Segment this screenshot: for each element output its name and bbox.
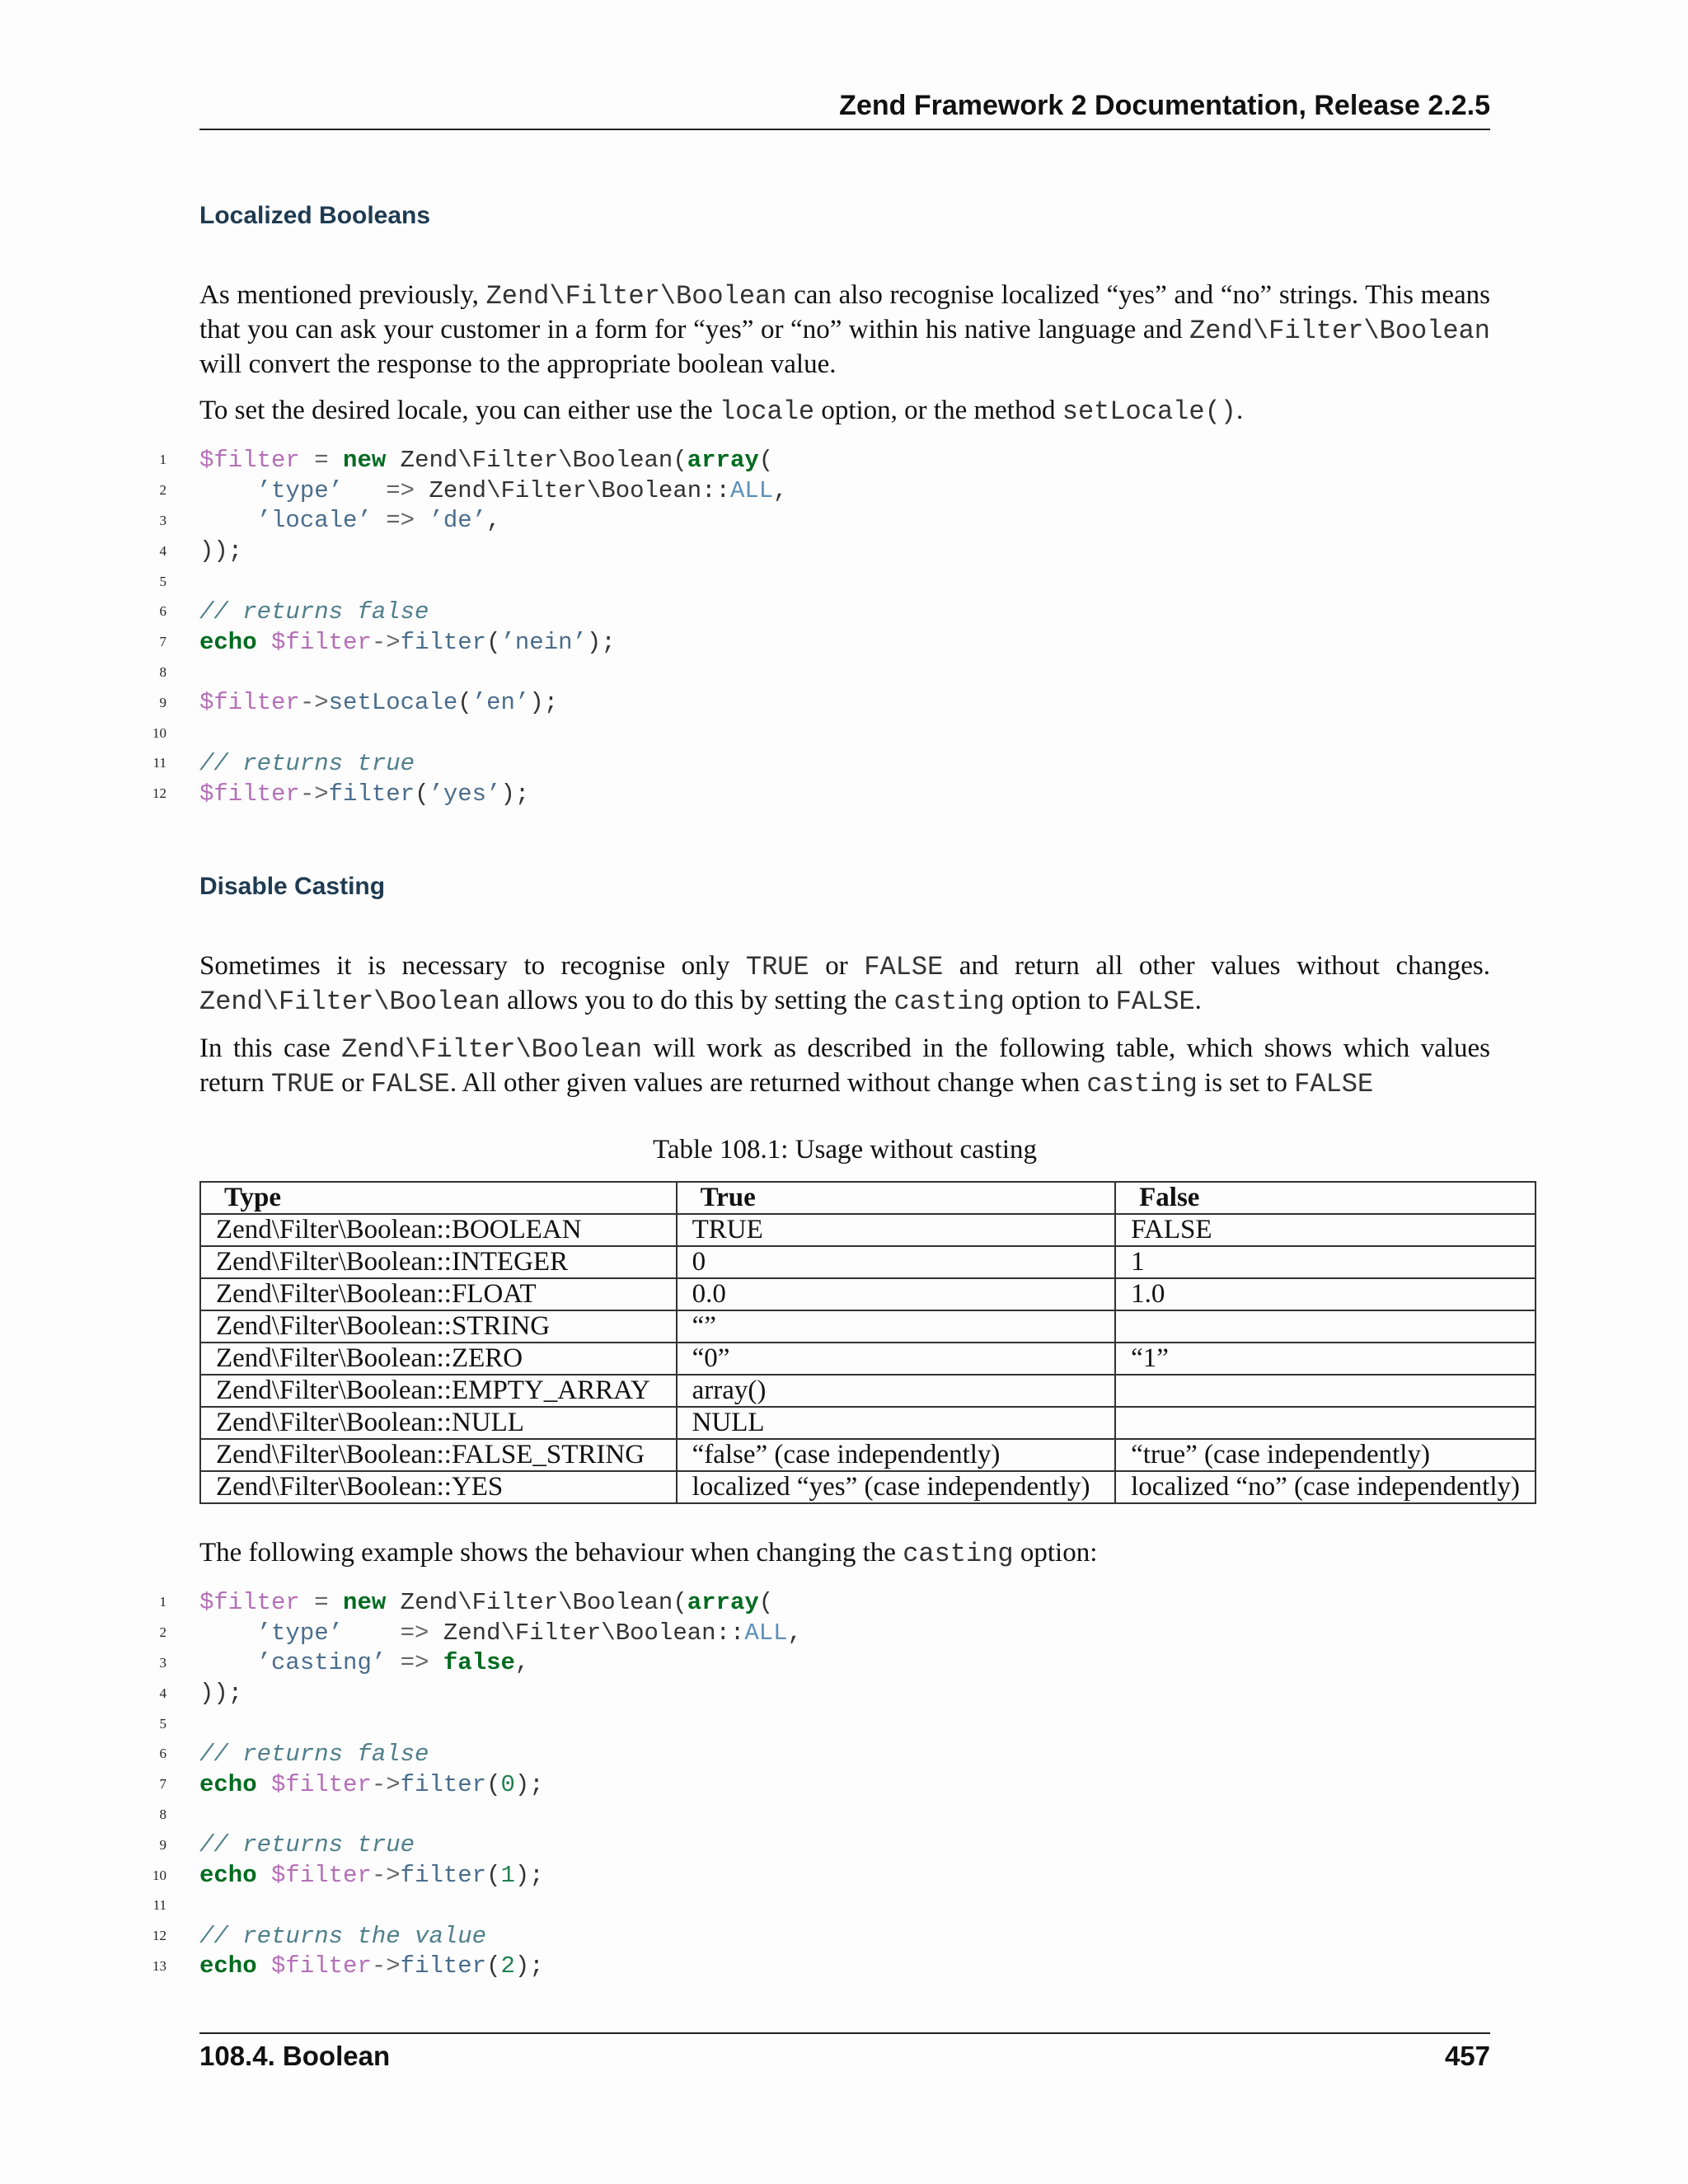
line-number: 5	[159, 1715, 166, 1732]
line-number: 1	[159, 1594, 166, 1610]
code-token: ’de’	[429, 507, 487, 535]
text-run: allows you to do this by setting the	[499, 986, 894, 1015]
code-token	[199, 1619, 257, 1647]
cell-type: Zend\Filter\Boolean::INTEGER	[200, 1246, 677, 1278]
line-number: 12	[152, 1928, 166, 1944]
code-token: =>	[343, 1619, 443, 1647]
code-line	[148, 597, 1500, 627]
table-header-type: Type	[200, 1182, 677, 1214]
code-token: filter	[328, 780, 415, 808]
code-token: setLocale	[328, 689, 458, 717]
code-token: echo	[199, 1770, 257, 1798]
code-token: // returns false	[199, 598, 429, 626]
cell-true: “”	[677, 1310, 1116, 1343]
code-token: ));	[199, 1680, 243, 1708]
code-token: Zend\Filter\Boolean::	[443, 1619, 745, 1647]
code-token: ->	[371, 1770, 401, 1798]
code-line	[148, 1921, 1500, 1952]
text-run: will work as described in the following table, which shows which values return	[199, 1033, 1490, 1098]
code-token: $filter	[271, 1952, 372, 1980]
cell-true: 0	[677, 1246, 1116, 1278]
code-token: filter	[400, 1770, 487, 1798]
paragraph-disable-casting-intro	[199, 949, 1490, 1019]
code-token: (	[486, 1770, 501, 1798]
code-token: 2	[500, 1952, 515, 1980]
cell-true: 0.0	[677, 1278, 1116, 1310]
cell-true: TRUE	[677, 1214, 1116, 1246]
code-token: );	[514, 1952, 544, 1980]
code-token: echo	[199, 1952, 257, 1980]
code-line	[148, 1587, 1500, 1618]
cell-true: NULL	[677, 1407, 1116, 1439]
table-row	[200, 1407, 1536, 1439]
code-token: ,	[486, 507, 501, 535]
code-token: $filter	[199, 446, 300, 474]
cell-true: array()	[677, 1375, 1116, 1407]
text-run: As mentioned previously,	[199, 280, 486, 310]
text-run: is set to	[1197, 1068, 1295, 1098]
usage-without-casting-table	[199, 1181, 1536, 1504]
code-text	[199, 1771, 544, 1798]
code-token: // returns the value	[199, 1922, 487, 1950]
code-line	[148, 1618, 1500, 1648]
code-token: filter	[400, 1862, 487, 1890]
line-number: 11	[152, 755, 166, 771]
footer-section-title: 108.4. Boolean	[199, 2041, 391, 2071]
code-text	[199, 1589, 773, 1616]
text-run: or	[809, 951, 865, 981]
code-line	[148, 1891, 1500, 1921]
cell-false: localized “no” (case independently)	[1115, 1471, 1536, 1503]
section-heading-disable-casting: Disable Casting	[199, 873, 386, 900]
code-line	[148, 658, 1500, 688]
code-token: $filter	[271, 628, 372, 656]
cell-type: Zend\Filter\Boolean::NULL	[200, 1407, 677, 1439]
code-line	[148, 687, 1500, 718]
line-number: 4	[159, 542, 166, 559]
code-text	[199, 1680, 242, 1707]
code-token: );	[514, 1862, 544, 1890]
code-text	[199, 1862, 544, 1889]
code-token: ’nein’	[500, 628, 587, 656]
code-token: array	[687, 1588, 759, 1616]
cell-true: “0”	[677, 1343, 1116, 1375]
code-text	[199, 750, 415, 777]
code-token: $filter	[199, 1588, 300, 1616]
line-number: 10	[152, 724, 166, 741]
code-token: $filter	[271, 1862, 372, 1890]
code-text	[199, 1923, 486, 1950]
inline-code: casting	[1086, 1069, 1198, 1099]
cell-false: “1”	[1115, 1343, 1536, 1375]
page-number: 457	[1444, 2041, 1490, 2071]
code-token: ));	[199, 537, 243, 565]
code-token: ALL	[729, 476, 774, 504]
code-text	[199, 629, 616, 656]
code-token: $filter	[271, 1770, 372, 1798]
code-token: $filter	[199, 780, 300, 808]
code-token: filter	[400, 628, 487, 656]
table-row	[200, 1214, 1536, 1246]
code-text	[199, 1619, 802, 1647]
code-token: // returns false	[199, 1740, 429, 1768]
code-token: // returns true	[199, 749, 415, 777]
cell-type: Zend\Filter\Boolean::FLOAT	[200, 1278, 677, 1310]
line-number: 3	[159, 512, 166, 528]
text-run: To set the desired locale, you can either use the	[199, 396, 720, 425]
code-token: =>	[371, 507, 429, 535]
code-token: ->	[299, 689, 329, 717]
section-heading-localized-booleans: Localized Booleans	[199, 202, 431, 229]
code-line	[148, 1800, 1500, 1830]
text-run: . All other given values are returned without change when	[449, 1068, 1087, 1098]
text-run: option:	[1013, 1538, 1098, 1568]
code-token: 0	[500, 1770, 515, 1798]
code-token: =	[299, 446, 344, 474]
code-token: =>	[343, 476, 429, 504]
code-token: echo	[199, 1862, 257, 1890]
code-token: Zend\Filter\Boolean(	[386, 446, 687, 474]
text-run: The following example shows the behaviour when changing the	[199, 1538, 903, 1568]
code-token: false	[443, 1649, 515, 1677]
line-number: 10	[152, 1867, 166, 1883]
inline-code: TRUE	[271, 1069, 335, 1099]
code-line	[148, 1952, 1500, 1982]
inline-code: casting	[893, 987, 1005, 1017]
code-text	[199, 780, 529, 808]
code-line	[148, 1648, 1500, 1679]
code-token: ’yes’	[429, 780, 501, 808]
code-line	[148, 506, 1500, 537]
table-row	[200, 1278, 1536, 1310]
code-token: array	[687, 446, 759, 474]
cell-false	[1115, 1310, 1536, 1343]
code-line	[148, 1830, 1500, 1860]
cell-type: Zend\Filter\Boolean::STRING	[200, 1310, 677, 1343]
code-token: new	[343, 446, 387, 474]
text-run: or	[334, 1068, 371, 1098]
code-block-locale-example	[148, 445, 1500, 809]
code-text	[199, 689, 558, 716]
code-line	[148, 566, 1500, 597]
line-number: 9	[159, 1836, 166, 1853]
code-token: (	[486, 628, 501, 656]
code-token: ->	[371, 1862, 401, 1890]
paragraph-set-locale	[199, 394, 1490, 429]
code-token: ’type’	[256, 476, 344, 504]
line-number: 7	[159, 634, 166, 650]
code-token	[199, 477, 257, 504]
code-text	[199, 447, 773, 474]
code-line	[148, 627, 1500, 658]
code-token: ’type’	[256, 1619, 344, 1647]
line-number: 5	[159, 573, 166, 589]
inline-code: Zend\Filter\Boolean	[199, 987, 500, 1017]
code-token	[199, 1649, 257, 1676]
inline-code: FALSE	[370, 1069, 450, 1099]
code-token: (	[415, 780, 429, 808]
table-header-row	[200, 1182, 1536, 1214]
line-number: 12	[152, 785, 166, 802]
code-token: (	[486, 1862, 501, 1890]
cell-false: 1.0	[1115, 1278, 1536, 1310]
code-token: (	[758, 1588, 774, 1616]
code-token: ->	[371, 628, 401, 656]
table-caption: Table 108.1: Usage without casting	[652, 1135, 1037, 1165]
code-line	[148, 779, 1500, 809]
inline-code: Zend\Filter\Boolean	[485, 281, 787, 312]
code-token: ,	[773, 476, 788, 504]
code-token: );	[514, 1770, 544, 1798]
code-token: ’locale’	[256, 507, 372, 535]
code-token: ’casting’	[256, 1649, 387, 1677]
cell-false	[1115, 1375, 1536, 1407]
line-number: 11	[152, 1897, 166, 1914]
code-token: ’en’	[471, 689, 530, 717]
line-number: 1	[159, 452, 166, 468]
paragraph-casting-table-intro	[199, 1032, 1490, 1101]
code-text	[199, 477, 788, 504]
code-token: (	[486, 1952, 501, 1980]
paragraph-localized-intro	[199, 279, 1490, 381]
code-token	[257, 1952, 271, 1980]
cell-type: Zend\Filter\Boolean::ZERO	[200, 1343, 677, 1375]
code-text	[199, 1649, 529, 1676]
code-token: ,	[787, 1619, 802, 1647]
line-number: 8	[159, 663, 166, 680]
text-run: option to	[1004, 986, 1116, 1015]
inline-code: Zend\Filter\Boolean	[1189, 316, 1490, 346]
inline-code: FALSE	[1294, 1069, 1374, 1099]
inline-code: TRUE	[745, 952, 809, 982]
inline-code: Zend\Filter\Boolean	[341, 1034, 643, 1065]
code-line	[148, 536, 1500, 566]
code-text	[199, 1952, 544, 1980]
table-header-false: False	[1115, 1182, 1536, 1214]
cell-true: “false” (case independently)	[677, 1439, 1116, 1471]
code-token	[257, 1771, 271, 1798]
table-row	[200, 1343, 1536, 1375]
line-number: 3	[159, 1654, 166, 1671]
text-run: option, or the method	[814, 396, 1062, 425]
code-line	[148, 1860, 1500, 1891]
code-token: (	[457, 689, 472, 717]
page-footer	[199, 2032, 1490, 2072]
code-token: ,	[514, 1649, 530, 1677]
cell-type: Zend\Filter\Boolean::YES	[200, 1471, 677, 1503]
code-token	[257, 1862, 271, 1889]
code-token: 1	[500, 1862, 515, 1890]
line-number: 7	[159, 1776, 166, 1793]
text-run: can also recognise localized “yes” and “no” strings. This means that you can ask your customer in a form for “yes” or “no” within his native language and	[199, 280, 1490, 344]
cell-type: Zend\Filter\Boolean::EMPTY_ARRAY	[200, 1375, 677, 1407]
code-token: );	[586, 628, 616, 656]
text-run: will convert the response to the appropriate boolean value.	[199, 349, 837, 379]
code-token: Zend\Filter\Boolean::	[429, 476, 730, 504]
cell-type: Zend\Filter\Boolean::FALSE_STRING	[200, 1439, 677, 1471]
code-token: );	[529, 689, 559, 717]
line-number: 8	[159, 1806, 166, 1822]
inline-code: locale	[719, 396, 815, 427]
text-run: .	[1194, 986, 1202, 1015]
code-token	[199, 507, 257, 534]
line-number: 13	[152, 1957, 166, 1974]
cell-false: “true” (case independently)	[1115, 1439, 1536, 1471]
line-number: 6	[159, 603, 166, 620]
code-token: new	[343, 1588, 387, 1616]
code-line	[148, 718, 1500, 748]
text-run: Sometimes it is necessary to recognise only	[199, 951, 746, 981]
line-number: 9	[159, 694, 166, 710]
table-row	[200, 1310, 1536, 1343]
code-token: ALL	[744, 1619, 788, 1647]
code-token	[257, 629, 271, 656]
table-row	[200, 1375, 1536, 1407]
table-row	[200, 1246, 1536, 1278]
code-line	[148, 1678, 1500, 1708]
text-run: and return all other values without changes.	[943, 951, 1490, 981]
text-run: .	[1236, 396, 1244, 425]
code-text	[199, 598, 429, 626]
cell-type: Zend\Filter\Boolean::BOOLEAN	[200, 1214, 677, 1246]
code-line	[148, 445, 1500, 476]
code-text	[199, 537, 242, 565]
line-number: 2	[159, 1624, 166, 1641]
code-token: (	[758, 446, 774, 474]
table-row	[200, 1471, 1536, 1503]
inline-code: casting	[903, 1539, 1014, 1569]
table-row	[200, 1439, 1536, 1471]
table-header-true: True	[677, 1182, 1116, 1214]
code-line	[148, 1708, 1500, 1739]
code-token: =>	[386, 1649, 443, 1677]
cell-false: FALSE	[1115, 1214, 1536, 1246]
code-token: filter	[400, 1952, 487, 1980]
code-token: ->	[371, 1952, 401, 1980]
code-line	[148, 1769, 1500, 1800]
code-line	[148, 748, 1500, 779]
line-number: 2	[159, 482, 166, 499]
paragraph-casting-example-intro	[199, 1536, 1490, 1571]
code-block-casting-example	[148, 1587, 1500, 1981]
code-token: );	[500, 780, 530, 808]
code-text	[199, 507, 501, 534]
running-header: Zend Framework 2 Documentation, Release 2.2.5	[199, 89, 1490, 130]
inline-code: FALSE	[864, 952, 944, 982]
code-token: Zend\Filter\Boolean(	[386, 1588, 687, 1616]
code-token: $filter	[199, 689, 300, 717]
cell-false: 1	[1115, 1246, 1536, 1278]
code-token: =	[299, 1588, 344, 1616]
code-line	[148, 476, 1500, 506]
cell-true: localized “yes” (case independently)	[677, 1471, 1116, 1503]
inline-code: FALSE	[1115, 987, 1195, 1017]
inline-code: setLocale()	[1062, 396, 1236, 427]
code-text	[199, 1741, 429, 1768]
text-run: In this case	[199, 1033, 342, 1063]
code-text	[199, 1831, 415, 1858]
line-number: 6	[159, 1746, 166, 1762]
code-token: // returns true	[199, 1831, 415, 1859]
line-number: 4	[159, 1685, 166, 1701]
code-token: ->	[299, 780, 329, 808]
code-line	[148, 1739, 1500, 1769]
cell-false	[1115, 1407, 1536, 1439]
code-token: echo	[199, 628, 257, 656]
